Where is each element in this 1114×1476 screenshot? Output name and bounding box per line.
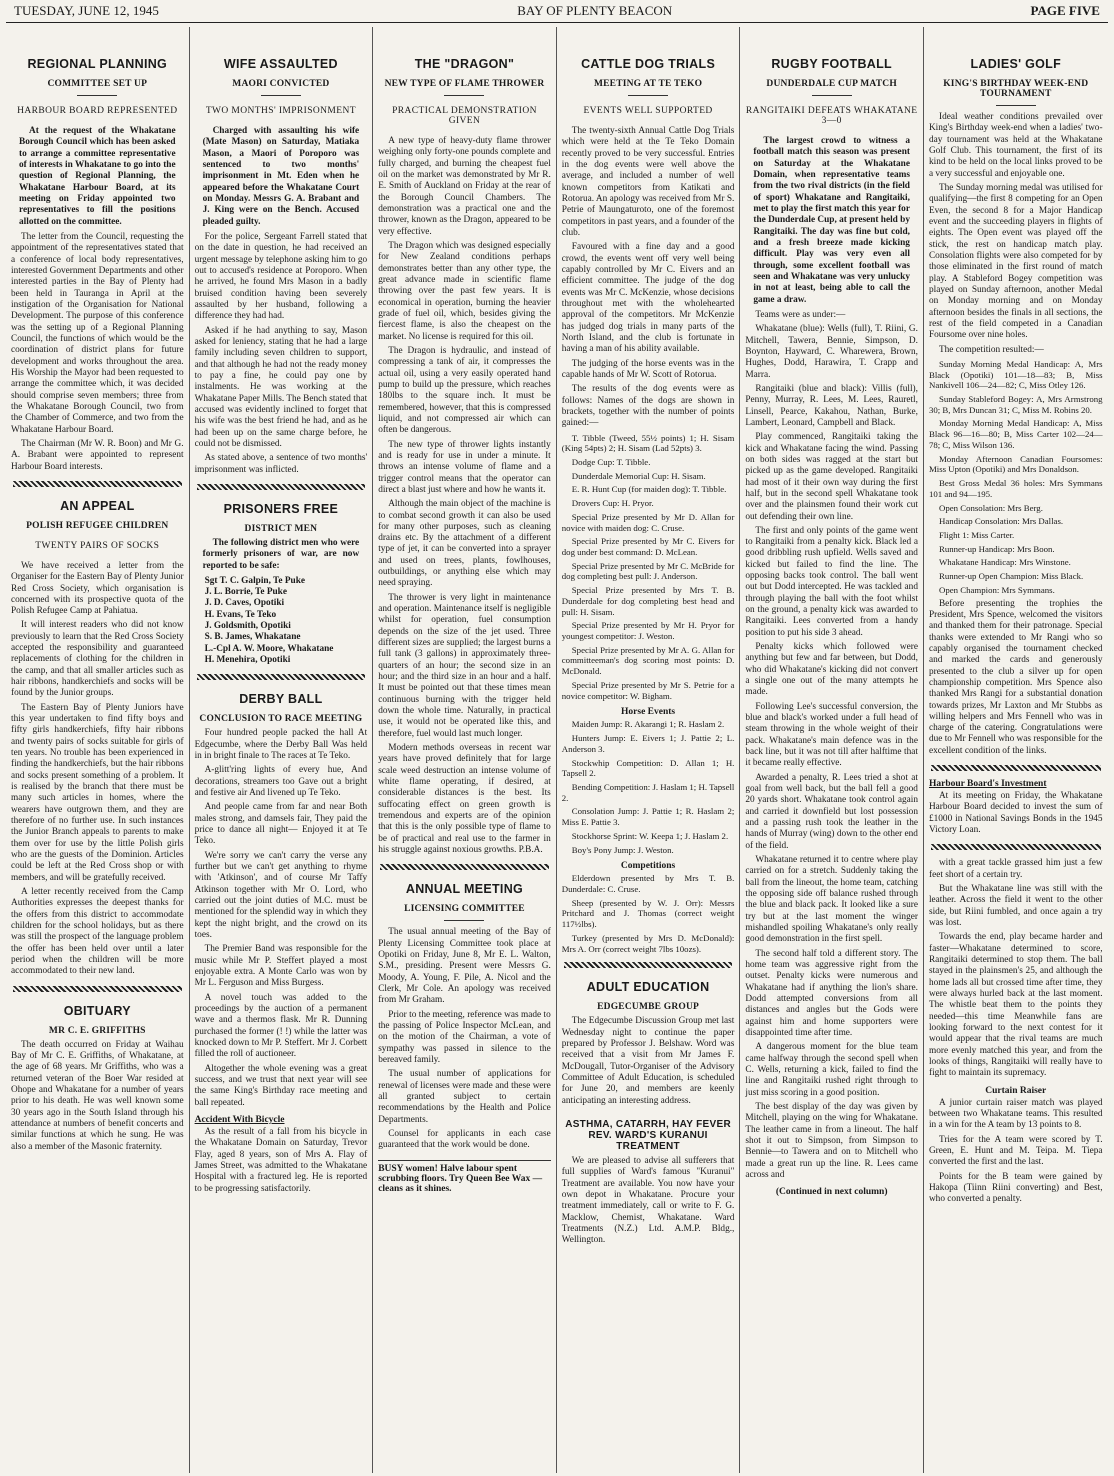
article-title: PRISONERS FREE	[223, 501, 339, 516]
paragraph: At its meeting on Friday, the Whakatane Harbour Board decided to invest the sum of £1000 in National Savings Bonds in the 1945 Victory Loan.	[928, 791, 1103, 836]
article-subtitle: RANGITAIKI DEFEATS WHAKATANE 3—0	[745, 106, 918, 126]
list-item: J. L. Borrie, Te Puke	[204, 587, 287, 598]
list-item: J. D. Caves, Opotiki	[204, 598, 285, 609]
paragraph: The letter from the Council, requesting the appointment of the representatives stated that a conference of local body representatives, interested Government Departments and other interested parties in the Bay of Plenty had been held in Tauranga in April at the instigation of the Organisation for National Development. The purpose of this conference was the setting up of a Regional Planning Council, the functions of which would be the coordination of district plans for future development and works throughout the area. His Worship the Mayor had been requested to arrange the committee which, it was decided should comprise seven members; three from the Whakatane Borough Council, two from the Chamber of Commerce, and two from the Whakatane Harbour Board.	[11, 231, 184, 435]
paragraph: The Sunday morning medal was utilised for qualifying—the first 8 competing for an Open Even, the second 8 for a Major Handicap event and the succeeding players in flights of eights. The Open event was played off the stick, the rest on handicap match play. Consolation flights were also competed for by those eliminated in the first round of match play. A Stableford Bogey competition was played on Sunday afternoon, another Medal on Monday morning and on Monday afternoon besides the finals in all sections, the rest of the field competed in a Canadian Foursome over nine holes.	[928, 182, 1103, 341]
result-line: Sheep (presented by W. J. Orr): Messrs Pritchard and J. Thomas (correct weight 117½lbs).	[561, 897, 735, 930]
article-subtitle: LICENSING COMMITTEE	[404, 904, 525, 915]
article-subtitle: TWENTY PAIRS OF SOCKS	[35, 540, 160, 551]
result-line: Special Prize presented by Mrs T. B. Dunderdale for dog completing best head and pull: H. Sisam.	[561, 585, 735, 617]
list-item: Sgt T. C. Galpin, Te Puke	[204, 575, 305, 586]
article-title: CATTLE DOG TRIALS	[581, 57, 716, 71]
paragraph: The results of the dog events were as follows: Names of the dogs are shown in brackets, together with the number of points gained:—	[561, 384, 735, 429]
paragraph: Tries for the A team were scored by T. Green, E. Hunt and M. Teipa. M. Tiepa converted the first and the last.	[928, 1134, 1103, 1168]
result-line: Bending Competition: J. Haslam 1; H. Tapsell 2.	[561, 781, 735, 803]
paragraph: The judging of the horse events was in the capable hands of Mr W. Scott of Rotorua.	[561, 358, 735, 380]
divider	[77, 95, 117, 96]
result-line: Special Prize presented by Mr C. Eivers for dog under best command: D. McLean.	[561, 536, 735, 557]
paragraph: Although the main object of the machine is to combat second growth it can also be used for many other purposes, such as cleaning drains etc. By the attachment of a different type of jet, it can be converted into a sprayer and used on trees, plants, fowlhouses, outbuildings, or anything else which may need spraying.	[378, 499, 551, 589]
paragraph: The Chairman (Mr W. R. Boon) and Mr G. A. Brabant were appointed to represent Harbour Board interests.	[11, 438, 184, 472]
result-line: Drovers Cup: H. Pryor.	[571, 498, 654, 509]
page-number: PAGE FIVE	[1030, 3, 1100, 18]
paragraph: Play commenced, Rangitaiki taking the kick and Whakatane facing the wind. Passing on both sides was ragged at the start but picked up as the game developed. Rangitaiki had most of it their own way during the first half, but in the second spell Whakatane took over and the plainsmen found their work cut out defending their own line.	[745, 432, 918, 522]
result-line: Open Champion: Mrs Symmans.	[938, 584, 1055, 595]
list-item: J. Goldsmith, Opotiki	[204, 621, 291, 632]
article-title: THE "DRAGON"	[414, 57, 515, 71]
paragraph: The Edgecumbe Discussion Group met last Wednesday night to continue the paper prepared by Professor J. Belshaw. Word was received that a visit from Mr James F. McDougall, Tutor-Organiser of the Advisory Committee of Adult Education, is scheduled for June 20, and members are keenly anticipating an interesting address.	[561, 1016, 735, 1106]
divider	[931, 844, 1101, 850]
continued-note: (Continued in next column)	[775, 1187, 888, 1198]
paragraph: Prior to the meeting, reference was made to the passing of Police Inspector McLean, and on the motion of the Chairman, a vote of sympathy was passed in silence to the bereaved family.	[378, 1009, 551, 1065]
paragraph: The first and only points of the game went to Rangitaiki from a penalty kick. Black led a good dribbling rush upfield. Wells saved and kicked but failed to find the line. The opposing backs took control. The ball went out but Dodd intercepted. He was tackled and through playing the ball with the foot whilst on the ground, a penalty kick was awarded to Rangitaiki. Lees converted from a handy position to put his side 3 ahead.	[745, 525, 918, 638]
paragraph: As stated above, a sentence of two months' imprisonment was inflicted.	[194, 453, 368, 475]
paragraph: And people came from far and near Both males strong, and damsels fair, They paid the price to dance all night— Enjoyed it at Te Teko.	[194, 802, 368, 847]
column-4	[557, 27, 741, 1473]
paragraph: The thrower is very light in maintenance and operation. Maintenance itself is negligible whilst for operation, fuel consumption depends on the size of the jet used. Three different sizes are supplied; the largest burns a full tank (3 gallons) in approximately three-quarters of an hour; the second size in an hour; and the third size in an hour and a half. It must be pointed out that these times mean continuous burning with the trigger held down the whole time. Naturally, in practical use, it would not be operated like this, and therefore, fuel would last much longer.	[378, 592, 551, 739]
result-line: Special Prize presented by Mr S. Petrie for a novice competitor: W. Bigham.	[561, 679, 735, 701]
divider	[13, 986, 182, 992]
result-line: Turkey (presented by Mrs D. McDonald): Mrs A. Orr (correct weight 7lbs 10ozs).	[561, 932, 735, 954]
result-line: Best Gross Medal 36 holes: Mrs Symmans 101 and 94—195.	[928, 478, 1103, 499]
section-heading: Curtain Raiser	[985, 1085, 1047, 1096]
article-title: ANNUAL MEETING	[405, 882, 524, 897]
article-subtitle: DUNDERDALE CUP MATCH	[766, 79, 897, 89]
paragraph: The following district men who were formerly prisoners of war, are now reported to be safe:	[202, 537, 360, 571]
paragraph: The second half told a different story. The home team was aggressive right from the outset. Penalty kicks were numerous and Whakatane had if anything the lion's share. Dodd attempted conversions from all distances and angles but the Gods were against him and home supporters were disappointed time after time.	[745, 948, 918, 1038]
divider	[812, 95, 852, 96]
paragraph: The best display of the day was given by Mitchell, playing on the wing for Whakatane. The leather came in from a lineout. The half shot it out to Simpson, from Simpson to Bennie—to Tawera and on to Mitchell who made a great run up the line. R. Lees came across and	[745, 1101, 918, 1180]
result-line: Hunters Jump: E. Eivers 1; J. Pattie 2; L. Anderson 3.	[561, 733, 735, 754]
result-line: Elderdown presented by Mrs T. B. Dunderdale: C. Cruse.	[561, 873, 735, 894]
column-2	[190, 27, 374, 1473]
article-subtitle: MEETING AT TE TEKO	[593, 79, 703, 89]
list-item: H. Menehira, Opotiki	[204, 655, 291, 666]
paragraph: Ideal weather conditions prevailed over King's Birthday week-end when a ladies' two-day tournament was held at the Whakatane Golf Club. This tournament, the first of its kind to be held on the local links proved to be a very successful and enjoyable one.	[928, 112, 1103, 179]
paragraph: Awarded a penalty, R. Lees tried a shot at goal from well back, but the ball fell a good 20 yards short. Whakatane took control again and carried it downfield but lost possession and a passing rush took the leather in the hands of Murray (wing) down to the other end of the field.	[745, 772, 918, 851]
masthead	[6, 0, 1108, 23]
result-line: Sunday Morning Medal Handicap: A, Mrs Black (Opotiki) 101—18—83; B, Miss Nankivell 106—24—82; C, Miss Otley 126.	[928, 358, 1103, 391]
paragraph: A junior curtain raiser match was played between two Whakatane teams. This resulted in a win for the A team by 13 points to 8.	[928, 1097, 1103, 1131]
paragraph: Penalty kicks which followed were anything but few and far between, but Dodd, who did Whakatane's kicking did not convert a single one out of the many attempts he made.	[745, 642, 918, 698]
lead-paragraph: Charged with assaulting his wife (Mate Mason) on Saturday, Matiaka Mason, a Maori of Poroporo was sentenced to two months' imprisonment in Mt. Eden when he appeared before the Whakatane Court on Monday. Messrs G. A. Brabant and J. King were on the Bench. Accused pleaded guilty.	[202, 126, 360, 227]
result-line: Maiden Jump: R. Akarangi 1; R. Haslam 2.	[571, 719, 725, 730]
paragraph: The new type of thrower lights instantly and is ready for use in under a minute. It throws an intense volume of flame and a trigger control means that the operator can direct a blast just where and how he wants it.	[378, 439, 551, 495]
list-item: L.-Cpl A. W. Moore, Whakatane	[204, 643, 334, 654]
article-subtitle: CONCLUSION TO RACE MEETING	[199, 714, 363, 725]
paragraph: Four hundred people packed the hall At Edgecumbe, where the Derby Ball Was held in in bright finale to The races at Te Teko.	[194, 728, 368, 762]
paragraph: The usual annual meeting of the Bay of Plenty Licensing Committee took place at Opotiki on Friday, June 8, Mr E. L. Walton, S.M., presiding. Present were Messrs G. Moody, A. Young, F. Pile, A. Nicol and the Clerk, Mr Cole. An apology was received from Mr Graham.	[378, 927, 551, 1006]
divider	[444, 920, 484, 921]
paragraph: A novel touch was added to the proceedings by the auction of a permanent wave and a thermos flask. Mr R. Dunning purchased the former (! !) while the latter was knocked down to Mr P. Steffert. Mr J. Corbett filled the roll of auctioneer.	[194, 992, 368, 1060]
paper-name: BAY OF PLENTY BEACON	[517, 3, 673, 18]
article-title: OBITUARY	[63, 1003, 131, 1018]
paragraph: The Dragon is hydraulic, and instead of compressing a tank of air, it compresses the actual oil, using a very easily operated hand pump to build up the pressure, which reaches 180lbs to the square inch. It must be remembered, however, that this is compressed liquid, and not compressed air which can often be dangerous.	[378, 345, 551, 436]
paragraph: A new type of heavy-duty flame thrower weighing only forty-one pounds complete and fully charged, and burning the cheapest fuel oil on the market was demonstrated by Mr R. E. Smith of Auckland on Friday at the rear of the Borough Council Chambers. The demonstration was a practical one and the thrower, known as the Dragon, appeared to be very effective.	[378, 136, 551, 237]
paragraph: The twenty-sixth Annual Cattle Dog Trials which were held at the Te Teko Domain recently proved to be very successful. Entries in the dog events were well above the average, and included a number of well known competitors from Katikati and Rotorua. An apology was received from Mr S. Petrie of Maungaturoto, one of the foremost competitors in past years, and a founder of the club.	[561, 126, 735, 238]
article-subtitle: KING'S BIRTHDAY WEEK-END TOURNAMENT	[943, 79, 1089, 99]
paragraph: For the police, Sergeant Farrell stated that on the date in question, he had received an urgent message by telephone asking him to go out to accused's residence at Poroporo. When he arrived, he found Mrs Mason in a badly bruised condition having been severely assaulted by her husband, following a difference they had had.	[194, 231, 368, 322]
article-title: LADIES' GOLF	[970, 57, 1062, 71]
result-line: Consolation Jump: J. Pattie 1; R. Haslam 2; Miss E. Pattie 3.	[561, 806, 735, 828]
list-item: S. B. James, Whakatane	[204, 632, 301, 643]
section-heading: Horse Events	[621, 707, 676, 718]
result-line: Monday Morning Medal Handicap: A, Miss Black 96—16—80; B, Miss Carter 102—24—78; C, Miss Wilson 136.	[928, 418, 1103, 450]
paragraph: We're sorry we can't carry the verse any further but we can't get anything to rhyme with 'Atkinson', and of course Mr Taffy Atkinson together with Mr O. Lord, who carried out the joint duties of M.C. must be mentioned for the splendid way in which they kept the night bright, and the crowd on its toes.	[194, 850, 368, 941]
result-line: Sunday Stableford Bogey: A, Mrs Armstrong 30; B, Mrs Duncan 31; C, Miss M. Robins 20.	[928, 394, 1103, 415]
result-line: Special Prize presented by Mr A. G. Allan for committeeman's dog scoring most points: D. McDonald.	[561, 644, 735, 677]
column-3	[373, 27, 557, 1473]
paragraph: The Dragon which was designed especially for New Zealand conditions perhaps demonstrates better than any other type, the great advance made in scientific flame throwing over the past few years. It is economical in operation, burning the heavier grade of fuel oil, which, besides giving the fiercest flame, is also the cheapest on the market. No license is required for this oil.	[378, 240, 551, 342]
paragraph: Towards the end, play became harder and faster—Whakatane determined to score, Rangitaiki determined to stop them. The ball stayed in the plainsmen's 25, and although the home lads all but crossed time after time, they were always hurled back at the last moment. The whistle beat them to the points they needed—this time Meanwhile fans are looking forward to the next contest for it would appear that the rival teams are much more evenly matched this year, and from the looks of things, Rangitaiki will really have to fight to maintain its supremacy.	[928, 932, 1103, 1079]
paragraph: Whakatane (blue): Wells (full), T. Riini, G. Mitchell, Tawera, Bennie, Simpson, D. Boynton, Hayward, C. Wharewera, Brown, Hughes, Dodd, Harawira, T. Crapp and Marra.	[745, 324, 918, 380]
paragraph: The Eastern Bay of Plenty Juniors have this year undertaken to find fifty boys and fifty girls handkerchiefs, fifty hair ribbons and twenty pairs of socks suitable for girls of ten years. No trouble has been experienced in finding the handkerchiefs, but the hair ribbons and socks present something of a problem. It is realised by the branch that there must be many such articles in homes, where the wearers have outgrown them, and they are therefore of no further use. In such instances the Junior Branch appeals to parents to make them over for use by the little Polish girls who are the guests of the Dominion. Articles could be left at the Red Cross shop or with members, and will be gratefully received.	[11, 702, 184, 883]
item-heading: Harbour Board's Investment	[928, 779, 1047, 790]
article-subtitle: MR C. E. GRIFFITHS	[48, 1025, 146, 1036]
divider	[444, 95, 484, 96]
result-line: Runner-up Open Champion: Miss Black.	[938, 571, 1084, 582]
divider	[628, 95, 668, 96]
divider	[931, 765, 1101, 771]
paragraph: The usual number of applications for renewal of licenses were made and these were all granted subject to certain recommendations by the Health and Police Departments.	[378, 1069, 551, 1125]
result-line: Monday Afternoon Canadian Foursomes: Miss Upton (Opotiki) and Mrs Donaldson.	[928, 453, 1103, 475]
result-line: Dunderdale Memorial Cup: H. Sisam.	[571, 470, 706, 481]
paragraph: Points for the B team were gained by Hakopa (Tiinn Riini converting) and Best, who converted a penalty.	[928, 1171, 1103, 1205]
paragraph: Teams were as under:—	[755, 309, 846, 320]
paragraph: A letter recently received from the Camp Authorities expresses the deepest thanks for the offers from this district to accommodate children for the school holidays, but as there was still the prospect of the language problem the offer has been held over until a later period when the children will be more accommodated to their new land.	[11, 887, 184, 977]
article-subtitle: EVENTS WELL SUPPORTED	[583, 106, 713, 116]
columns	[6, 27, 1108, 1473]
column-1	[6, 27, 190, 1473]
article-title: RUGBY FOOTBALL	[771, 57, 892, 71]
article-subtitle: NEW TYPE OF FLAME THROWER	[384, 79, 545, 89]
column-5	[740, 27, 924, 1473]
article-title: AN APPEAL	[60, 498, 135, 513]
divider	[197, 674, 366, 680]
article-title: WIFE ASSAULTED	[223, 57, 338, 71]
divider	[564, 962, 733, 968]
paragraph: Counsel for applicants in each case guaranteed that the work would be done.	[378, 1128, 551, 1151]
paragraph: with a great tackle grassed him just a few feet short of a certain try.	[928, 858, 1103, 880]
item-heading: Accident With Bicycle	[194, 1114, 285, 1125]
article-subtitle: MAORI CONVICTED	[232, 79, 330, 89]
result-line: Handicap Consolation: Mrs Dallas.	[938, 516, 1064, 527]
article-subtitle: TWO MONTHS' IMPRISONMENT	[205, 106, 356, 116]
paragraph: A-glitt'ring lights of every hue, And decorations, streamers too Gave out a bright and festive air And livened up Te Teko.	[194, 765, 368, 799]
paragraph: Asked if he had anything to say, Mason asked for leniency, stating that he had a large family including seven children to support, and that although he had not the ready money to pay a fine, he could pay one by instalments. He was working at the Whakatane Paper Mills. The Bench stated that accused was evidently inclined to forget that his wife was the best friend he had, and as he had been up on the same charge before, he could not be dismissed.	[194, 325, 368, 449]
list-item: H. Evans, Te Teko	[204, 609, 277, 620]
paragraph: It will interest readers who did not know previously to learn that the Red Cross Society accepted the responsibility and guaranteed replacements of clothing for the children in the camp, and that all smaller articles such as hair ribbons, handkerchiefs and socks will be found by the Junior groups.	[11, 620, 184, 699]
divider	[197, 484, 366, 490]
paragraph: The Premier Band was responsible for the music while Mr P. Steffert played a most enjoyable extra. A Monte Carlo was won by Mr L. Ferguson and Miss Burgess.	[194, 944, 368, 989]
result-line: Stockhorse Sprint: W. Keepa 1; J. Haslam 2.	[571, 830, 729, 841]
advertisement-title: ASTHMA, CATARRH, HAY FEVER REV. WARD'S KURANUI TREATMENT	[565, 1118, 731, 1152]
paragraph: As the result of a fall from his bicycle in the Whakatane Domain on Saturday, Trevor Flay, aged 8 years, son of Mrs A. Flay of James Street, was admitted to the Whakatane Hospital with a fractured leg. He is reported to be progressing satisfactorily.	[194, 1126, 368, 1194]
divider	[13, 481, 182, 487]
issue-date: TUESDAY, JUNE 12, 1945	[14, 3, 159, 18]
paragraph: Following Lee's successful conversion, the blue and black's worked under a full head of steam throwing in the whole weight of their pack. Whakatane's main defence was in the back line, but it was not till after halftime that it became really effective.	[745, 701, 918, 769]
advertisement-text: We are pleased to advise all sufferers that full supplies of Ward's famous "Kuranui" Treatment are available. You now have your own depot in Whakatane. Procure your treatment immediately, call or write to F. G. Macklow, Chemist, Whakatane. Ward Treatments (N.Z.) Ltd. A.M.P. Bldg., Wellington.	[561, 1155, 735, 1246]
divider	[996, 105, 1036, 106]
article-title: REGIONAL PLANNING	[27, 57, 168, 71]
divider	[261, 95, 301, 96]
result-line: T. Tibble (Tweed, 55½ points) 1; H. Sisam (King 54pts) 2; H. Sisam (Lad 52pts) 3.	[561, 432, 735, 454]
lead-paragraph: At the request of the Whakatane Borough Council which has been asked to arrange a committee representative of interests in Whakatane to go into the question of Regional Planning, the Whakatane Harbour Board, at its meeting on Friday appointed two representatives to fill the positions allotted on the committee.	[19, 126, 176, 227]
article-subtitle: EDGECUMBE GROUP	[597, 1002, 700, 1013]
result-line: Special Prize presented by Mr D. Allan for novice with maiden dog: C. Cruse.	[561, 511, 735, 533]
result-line: Whakatane Handicap: Mrs Winstone.	[938, 557, 1071, 568]
result-line: Special Prize presented by Mr C. McBride for dog completing best pull: J. Anderson.	[561, 560, 735, 582]
paragraph: Altogether the whole evening was a great success, and we trust that next year will see the same King's Birthday race meeting and ball repeated.	[194, 1063, 368, 1108]
paragraph: Rangitaiki (blue and black): Villis (full), Penny, Murray, R. Lees, M. Lees, Rauretl, Linsell, Pearce, Kakahou, Nathan, Burke, Lambert, Leonard, Campbell and Black.	[745, 383, 918, 428]
lead-paragraph: The largest crowd to witness a football match this season was present on Saturday at the Whakatane Domain, when representative teams from the two rival districts (in the field of sport) Whakatane and Rangitaiki, met to play the first match this year for the Dunderdale Cup, at present held by Rangitaiki. The day was fine but cold, and a fresh breeze made kicking difficult. Play was very even all through, some excellent football was seen and Whakatane was very unlucky in not at least, being able to call the game a draw.	[753, 136, 910, 305]
result-line: Boy's Pony Jump: J. Weston.	[571, 844, 674, 855]
result-line: Flight 1: Miss Carter.	[938, 529, 1015, 540]
column-6	[924, 27, 1108, 1473]
section-heading: Competitions	[620, 861, 676, 872]
article-title: ADULT EDUCATION	[586, 980, 710, 995]
article-subtitle: HARBOUR BOARD REPRESENTED	[17, 106, 178, 116]
article-subtitle: DISTRICT MEN	[244, 523, 318, 534]
paragraph: We have received a letter from the Organiser for the Eastern Bay of Plenty Junior Red Cross Society, which organisation is concerned with its prospective quota of the Polish Refugee Camp at Pahiatua.	[11, 560, 184, 617]
paragraph: Favoured with a fine day and a good crowd, the events went off very well being capably controlled by Mr C. Eivers and an efficient committee. The judge of the dog events was Mr C. McKenzie, whose decisions throughout met with the wholehearted approval of the competitors. Mr McKenzie has judged dog trials in many parts of the North Island, and the club is fortunate in having a man of his ability available.	[561, 242, 735, 355]
advertisement: BUSY women! Halve labour spent scrubbing floors. Try Queen Bee Wax —cleans as it shines.	[378, 1160, 551, 1194]
prisoner-list	[205, 576, 358, 667]
result-line: Open Consolation: Mrs Berg.	[938, 502, 1043, 513]
paragraph: Before presenting the trophies the President, Mrs Spence, welcomed the visitors and thanked them for their patronage. Special thanks were extended to Mr Rangi who so capably organised the tournament checked and marked the cards and generously presented to the club a silver up for open championship competition. Mrs Spence also thanked Mrs Rangi for a substantial donation towards prizes, Mr Laxton and Mr Stubbs as willing helpers and Mrs Fennell who was in charge of the catering. Congratulations were due to Mr Fennell who was responsible for the excellent condition of the links.	[928, 598, 1103, 756]
article-title: DERBY BALL	[239, 692, 323, 707]
paragraph: A dangerous moment for the blue team came halfway through the second spell when C. Wells, returning a kick, failed to find the line and Rangitaiki rushed right through to just miss scoring in a good position.	[745, 1042, 918, 1098]
paragraph: The death occurred on Friday at Waihau Bay of Mr C. E. Griffiths, of Whakatane, at the age of 68 years. Mr Griffiths, who was a returned veteran of the Boer War resided at Ohope and Whakatane for a number of years prior to his death. He was well known some 30 years ago in the South Island through his attendance at numbers of benefit concerts and similar functions at which he sung. He was also a member of the Masonic fraternity.	[11, 1039, 184, 1152]
article-subtitle: PRACTICAL DEMONSTRATION GIVEN	[392, 106, 537, 126]
result-line: E. R. Hunt Cup (for maiden dog): T. Tibble.	[571, 484, 727, 495]
result-line: Stockwhip Competition: D. Allan 1; H. Tapsell 2.	[561, 757, 735, 779]
paragraph: But the Whakatane line was still with the leather. Across the field it went to the other side, but Riini fumbled, and once again a try was lost.	[928, 884, 1103, 929]
result-line: Runner-up Handicap: Mrs Boon.	[938, 543, 1055, 554]
paragraph: Whakatane returned it to centre where play carried on for a stretch. Suddenly taking the ball from the lineout, the home team, catching the opposing side off balance rushed through the blue and black pack. It looked like a sure try but at the last moment the winger mishandled spoiling Whakatane's only really good demonstration in the first spell.	[745, 855, 918, 945]
result-line: Dodge Cup: T. Tibble.	[571, 456, 651, 467]
result-line: Special Prize presented by Mr H. Pryor for youngest competitor: J. Weston.	[561, 620, 735, 642]
paragraph: Modern methods overseas in recent war years have proved definitely that for large scale weed destruction an intense volume of white flame operating, if desired, at considerable distances is the best. Its suffocating effect on green growth is tremendous and experts are of the opinion that this is the only possible type of flame to be of practical and real use to the farmer in his struggle against noxious growths. P.B.A.	[378, 743, 551, 856]
divider	[380, 864, 549, 870]
article-subtitle: COMMITTEE SET UP	[47, 79, 148, 89]
article-subtitle: POLISH REFUGEE CHILDREN	[26, 520, 169, 531]
paragraph: The competition resulted:—	[938, 344, 1044, 355]
